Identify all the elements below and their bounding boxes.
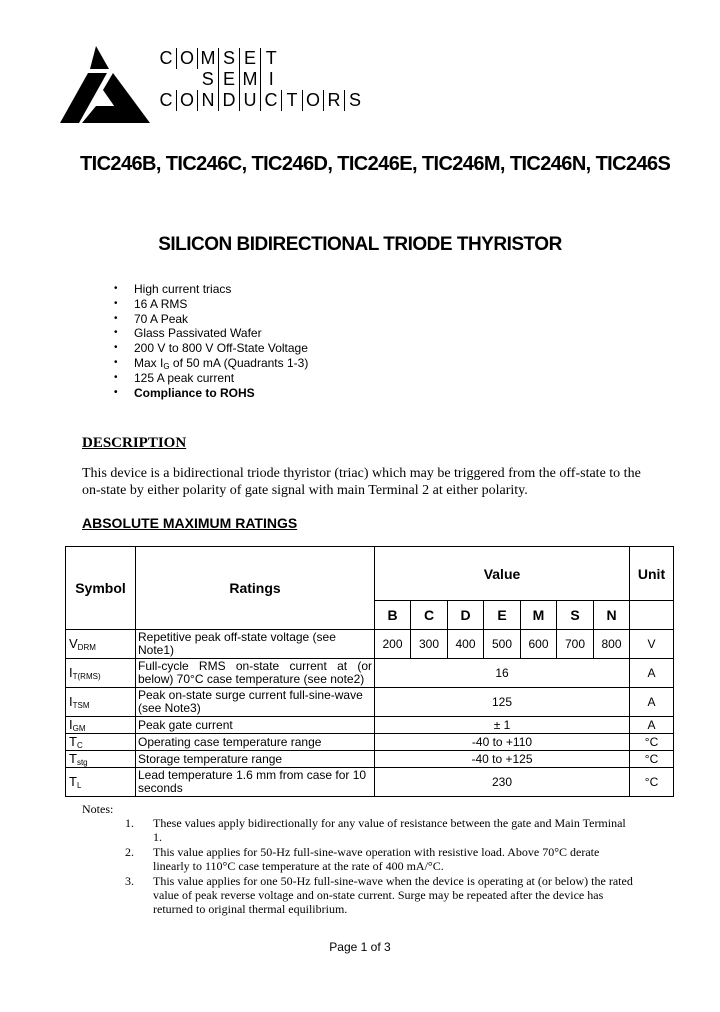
header-unit: Unit [630, 547, 674, 601]
unit-cell: A [630, 688, 674, 717]
company-logo-mark [60, 46, 150, 126]
feature-item: • High current triacs [114, 282, 308, 297]
feature-item: • Compliance to ROHS [114, 386, 308, 401]
logo-letter: C [156, 48, 177, 69]
logo-letter: I [268, 69, 274, 89]
value-cell: 500 [484, 630, 521, 659]
symbol-cell: $T_C$ [66, 734, 136, 751]
symbol-cell: $I_{T(RMS)}$ [66, 659, 136, 688]
absolute-max-ratings-table [65, 546, 674, 797]
logo-letter: O [177, 48, 198, 69]
value-cell: 700 [557, 630, 594, 659]
table-row [66, 768, 674, 797]
header-value: Value [375, 547, 630, 601]
feature-list [114, 282, 308, 400]
table-row [66, 717, 674, 734]
part-numbers-title: TIC246B, TIC246C, TIC246D, TIC246E, TIC246M, TIC246N, TIC246S [80, 153, 671, 175]
logo-letter: E [219, 69, 240, 90]
rating-description: Full-cycle RMS on-state current at (or below) 70°C case temperature (see note2) [136, 659, 375, 688]
logo-letter: S [348, 90, 361, 110]
logo-letter: C [261, 90, 282, 111]
logo-letter: D [219, 90, 240, 111]
value-cell: 800 [594, 630, 630, 659]
unit-cell: V [630, 630, 674, 659]
feature-item: • Glass Passivated Wafer [114, 326, 308, 341]
value-cell: 600 [521, 630, 557, 659]
logo-letter: M [240, 69, 261, 90]
header-symbol: Symbol [66, 547, 136, 630]
variant-header: E [484, 601, 521, 630]
header-ratings: Ratings [136, 547, 375, 630]
variant-header: B [375, 601, 411, 630]
description-heading: DESCRIPTION [82, 435, 187, 451]
value-cell: -40 to +125 [375, 751, 630, 768]
symbol-cell: $V_{DRM}$ [66, 630, 136, 659]
logo-letter: E [240, 48, 261, 69]
unit-cell: °C [630, 734, 674, 751]
variant-header: M [521, 601, 557, 630]
company-logo-wordmark [156, 48, 365, 111]
table-row [66, 751, 674, 768]
symbol-cell: $T_L$ [66, 768, 136, 797]
logo-letter: S [198, 69, 219, 90]
logo-letter: S [219, 48, 240, 69]
unit-cell: °C [630, 751, 674, 768]
unit-spacer [630, 601, 674, 630]
rating-description: Storage temperature range [136, 751, 375, 768]
value-cell: 400 [448, 630, 484, 659]
logo-letter: R [324, 90, 345, 111]
value-cell: ± 1 [375, 717, 630, 734]
table-row [66, 688, 674, 717]
symbol-cell: $I_{GM}$ [66, 717, 136, 734]
feature-item: • Max $I_G$ of 50 mA (Quadrants 1-3) [114, 356, 308, 371]
value-cell: 300 [411, 630, 448, 659]
table-row [66, 734, 674, 751]
logo-letter [156, 69, 177, 90]
note-item: 3. This value applies for one 50-Hz full-sine-wave when the device is operating at (or below) the rated value of peak reverse voltage and on-state current. Surge may be repeated after the device has returned to original thermal equilibrium. [125, 874, 633, 916]
rating-description: Peak on-state surge current full-sine-wave (see Note3) [136, 688, 375, 717]
unit-cell: °C [630, 768, 674, 797]
logo-letter [177, 69, 198, 90]
rating-description: Operating case temperature range [136, 734, 375, 751]
logo-letter: T [265, 48, 277, 68]
value-cell: 230 [375, 768, 630, 797]
value-cell: 125 [375, 688, 630, 717]
value-cell: -40 to +110 [375, 734, 630, 751]
table-row [66, 630, 674, 659]
feature-item: • 70 A Peak [114, 312, 308, 327]
value-cell: 16 [375, 659, 630, 688]
logo-letter: M [198, 48, 219, 69]
rating-description: Lead temperature 1.6 mm from case for 10 seconds [136, 768, 375, 797]
note-item: 1. These values apply bidirectionally for any value of resistance between the gate and Main Terminal 1. [125, 816, 626, 844]
logo-letter: N [198, 90, 219, 111]
page-number: Page 1 of 3 [329, 940, 391, 954]
symbol-cell: $I_{TSM}$ [66, 688, 136, 717]
variant-header: S [557, 601, 594, 630]
feature-item: • 200 V to 800 V Off-State Voltage [114, 341, 308, 356]
ratings-heading: ABSOLUTE MAXIMUM RATINGS [82, 515, 298, 531]
rating-description: Repetitive peak off-state voltage (see Note1) [136, 630, 375, 659]
device-title: SILICON BIDIRECTIONAL TRIODE THYRISTOR [158, 234, 562, 255]
logo-letter: C [156, 90, 177, 111]
feature-item: • 125 A peak current [114, 371, 308, 386]
symbol-cell: $T_{stg}$ [66, 751, 136, 768]
logo-letter: O [303, 90, 324, 111]
notes-label: Notes: [82, 802, 114, 816]
logo-letter: O [177, 90, 198, 111]
feature-item: • 16 A RMS [114, 297, 308, 312]
logo-letter: T [282, 90, 303, 111]
unit-cell: A [630, 717, 674, 734]
variant-header: D [448, 601, 484, 630]
note-item: 2. This value applies for 50-Hz full-sine-wave operation with resistive load. Above 70°C derate linearly to 110°C case temperature at the rate of 400 mA/°C. [125, 845, 600, 873]
value-cell: 200 [375, 630, 411, 659]
rating-description: Peak gate current [136, 717, 375, 734]
description-text: This device is a bidirectional triode thyristor (triac) which may be triggered from the off-state to the on-state by either polarity of gate signal with main Terminal 2 at either polarity. [82, 466, 641, 498]
logo-letter: U [240, 90, 261, 111]
variant-header: C [411, 601, 448, 630]
table-row [66, 659, 674, 688]
notes-list [125, 816, 635, 917]
unit-cell: A [630, 659, 674, 688]
variant-header: N [594, 601, 630, 630]
